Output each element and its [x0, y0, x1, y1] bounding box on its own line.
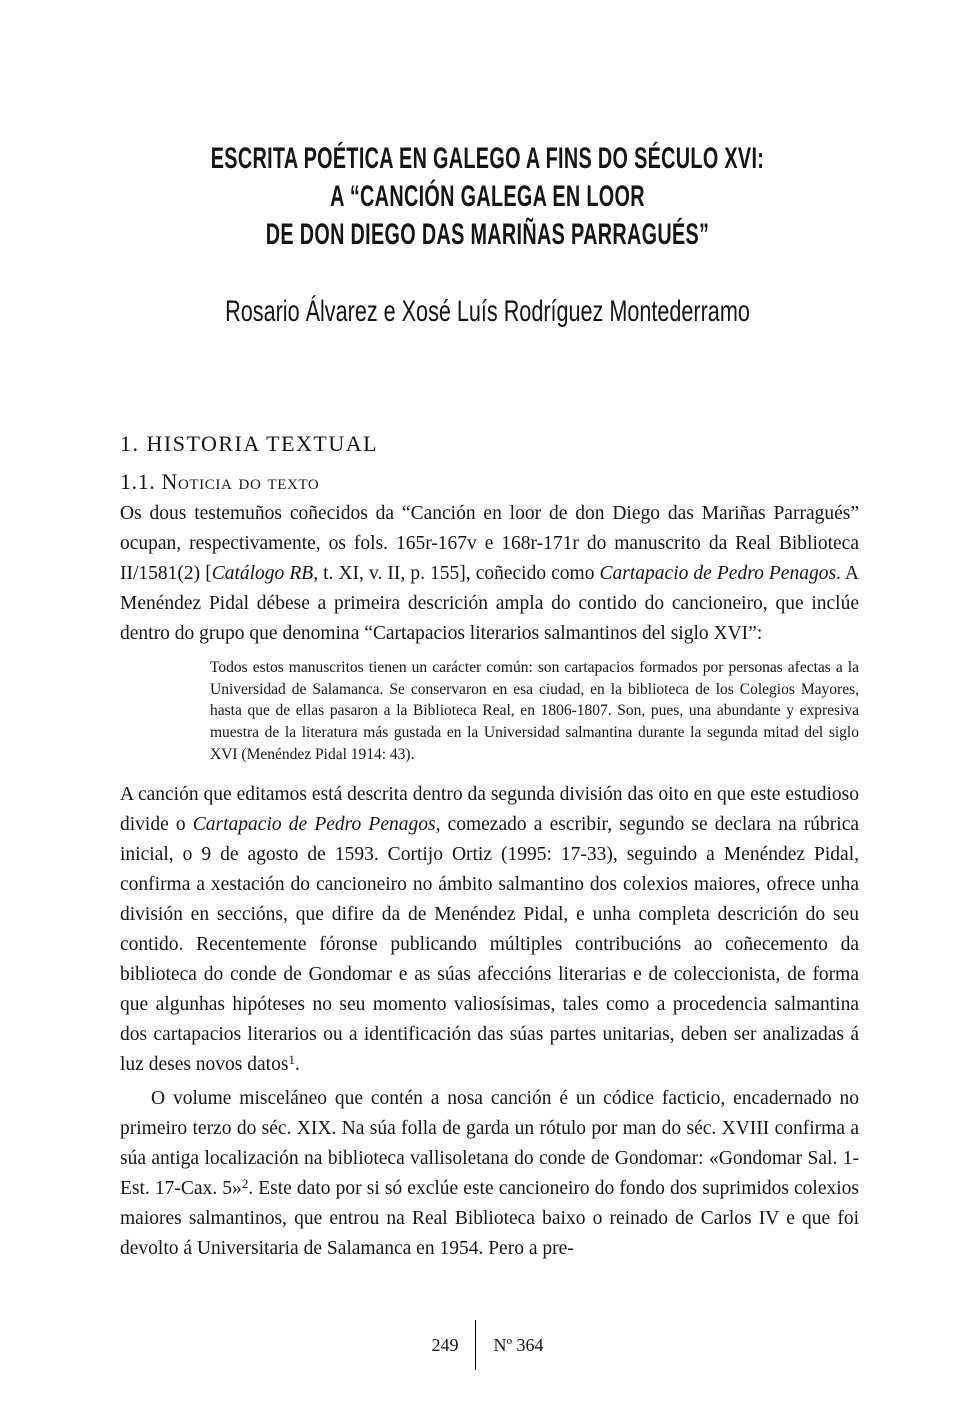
text-segment: Os dous testemuños coñecidos da “Canción en loor de don Diego das Mariñas Parragués” ocupan, respectivamente, os fols. 165r-167v e 168r-171r do manuscrito da Real Biblioteca II/1581(2) [ [120, 503, 859, 584]
issue-number: Nº 364 [493, 1334, 544, 1355]
article-title-line-1: ESCRITA POÉTICA EN GALEGO A FINS DO SÉCULO XVI: [210, 142, 765, 175]
article-title [166, 140, 810, 254]
section-heading: 1. HISTORIA TEXTUAL [120, 431, 379, 456]
text-segment: 2 [241, 1176, 249, 1191]
authors-line: Rosario Álvarez e Xosé Luís Rodríguez Montederramo [225, 295, 750, 328]
text-segment: A canción que editamos está descrita dentro da segunda división das oito en que este estudioso divide o [120, 783, 859, 835]
text-segment: . Este dato por si só exclúe este cancioneiro do fondo dos suprimidos colexios maiores salmantinos, que entrou na Real Biblioteca baixo o reinado de Carlos IV e que foi devolto á Universitaria de Salamanca en 1954. Pero a pre- [120, 1177, 860, 1259]
article-body [120, 430, 859, 1264]
page-footer [0, 1320, 975, 1370]
text-segment: O volume misceláneo que contén a nosa canción é un códice facticio, encadernado no primeiro terzo do séc. XIX. Na súa folla de garda un rótulo por man do séc. XVIII confirma a súa antiga localización na biblioteca vallisoletana do conde de Gondomar: «Gondomar Sal. 1-Est. 17-Cax. 5» [120, 1087, 859, 1199]
text-segment: Cartapacio de Pedro Penagos [192, 813, 436, 835]
page-number: 249 [431, 1334, 459, 1355]
paragraph-2 [120, 780, 859, 1080]
text-segment: , comezado a escribir, segundo se declara na rúbrica inicial, o 9 de agosto de 1593. Cortijo Ortiz (1995: 17-33), seguindo a Menéndez Pidal, confirma a xestación do cancioneiro no ámbito salmantino dos colexios maiores, ofrece unha división en seccións, que difire da de Menéndez Pidal, e unha completa descrición do seu contido. Recentemente fóronse publicando múltiples contribucións ao coñecemento da biblioteca do conde de Gondomar e as súas afeccións literarias e de coleccionista, de forma que algunhas hipóteses no seu momento valiosísimas, tales como a procedencia salmantina dos cartapacios literarios ou a identificación das súas partes unitarias, deben ser analizadas á luz deses novos datos [120, 813, 859, 1075]
text-segment: Catálogo RB [211, 563, 314, 584]
article-title-line-3: DE DON DIEGO DAS MARIÑAS PARRAGUÉS” [265, 218, 710, 251]
text-segment: . A Menéndez Pidal débese a primeira descrición ampla do contido do cancioneiro, que inclúe dentro do grupo que denomina “Cartapacios literarios salmantinos del siglo XVI”: [120, 563, 859, 644]
article-title-line-2: A “CANCIÓN GALEGA EN LOOR [330, 180, 645, 213]
text-segment: . [294, 1053, 300, 1075]
subsection-heading: 1.1. Noticia do texto [120, 469, 320, 494]
footer-divider-line [475, 1320, 476, 1370]
text-segment: 1 [288, 1052, 295, 1067]
paragraph-1 [120, 499, 859, 649]
block-quote: Todos estos manuscritos tienen un carácter común: son cartapacios formados por personas afectas a la Universidad de Salamanca. Se conservaron en esa ciudad, en la biblioteca de los Colegios Mayores, hasta que de ellas pasaron a la Biblioteca Real, en 1806-1807. Son, pues, una abundante y expresiva muestra de la literatura más gustada en la Universidad salmantina durante la segunda mitad del siglo XVI (Menéndez Pidal 1914: 43). [210, 659, 859, 763]
paragraph-3 [120, 1084, 859, 1264]
text-segment: , t. XI, v. II, p. 155], coñecido como [313, 563, 600, 584]
text-segment: Cartapacio de Pedro Penagos [599, 563, 837, 584]
